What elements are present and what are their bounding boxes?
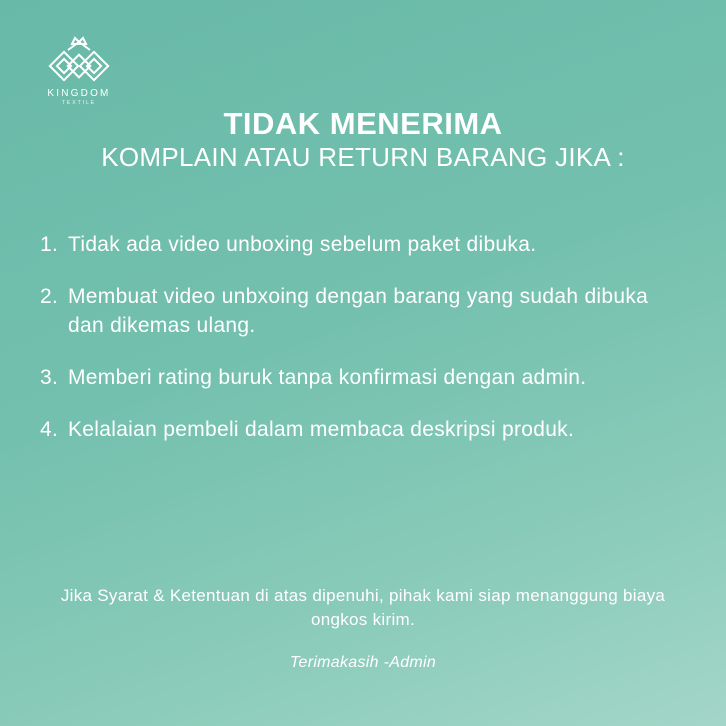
list-item (40, 230, 690, 259)
item-text: Membuat video unbxoing dengan barang yang sudah dibuka dan dikemas ulang. (68, 285, 649, 337)
title-main: TIDAK MENERIMA (223, 106, 503, 141)
item-text: Tidak ada video unboxing sebelum paket dibuka. (68, 233, 537, 256)
rules-list (40, 230, 690, 467)
item-number: 1. (40, 233, 59, 256)
list-item (40, 415, 690, 444)
item-text: Kelalaian pembeli dalam membaca deskripsi produk. (68, 418, 575, 441)
logo-subtitle: TEXTILE (61, 100, 97, 106)
item-number: 4. (40, 418, 59, 441)
item-number: 3. (40, 366, 59, 389)
title-sub: KOMPLAIN ATAU RETURN BARANG JIKA : (101, 142, 625, 172)
footer-note: Jika Syarat & Ketentuan di atas dipenuhi, pihak kami siap menanggung biaya ongkos kirim. (60, 586, 666, 629)
crown-knot-icon (42, 36, 116, 86)
logo-name: KINGDOM (47, 88, 111, 99)
list-item (40, 282, 690, 340)
signature: Terimakasih -Admin (289, 654, 437, 671)
kingdom-logo (38, 36, 120, 108)
item-text: Memberi rating buruk tanpa konfirmasi dengan admin. (68, 366, 587, 389)
list-item (40, 363, 690, 392)
item-number: 2. (40, 285, 59, 308)
